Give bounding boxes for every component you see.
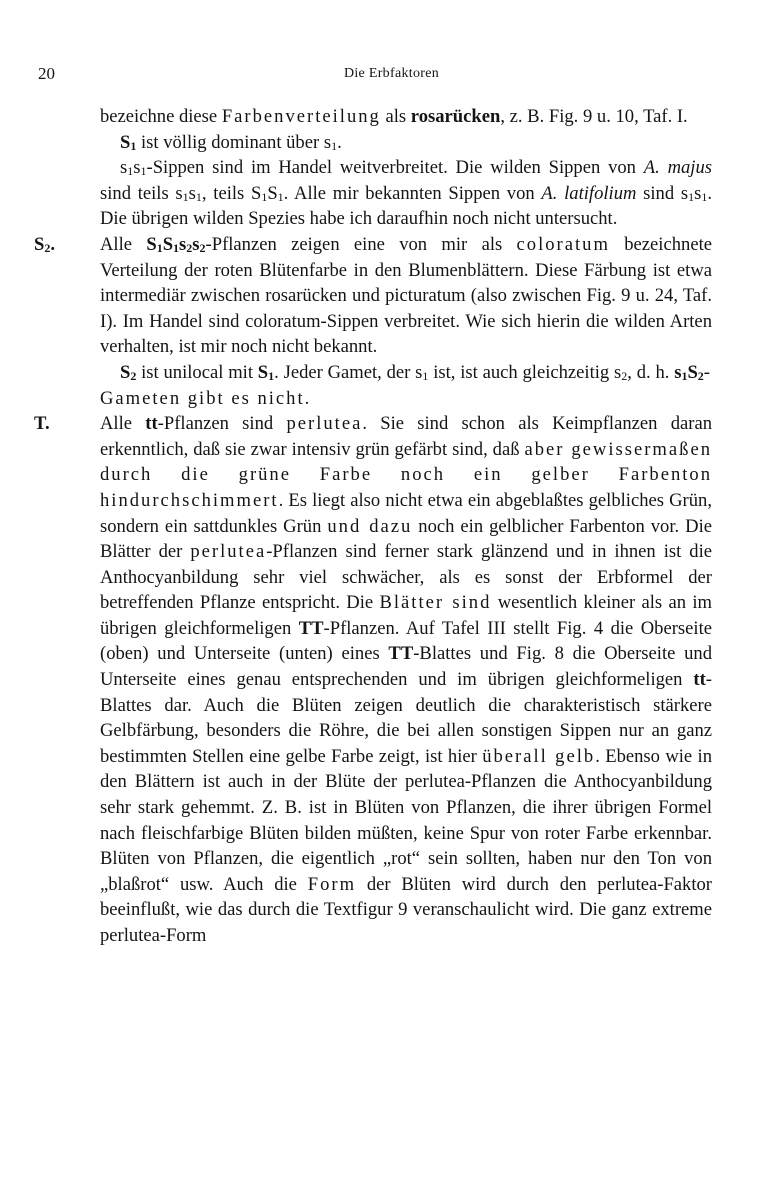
- paragraph-s2-unilocal: $S_2$ ist unilocal mit $S_1$. Jeder Gamet, der $s_1$ ist, ist auch gleichzeitig $s_2$, d. h. $s_1S_2$-Gameten gibt es nicht.: [100, 361, 712, 409]
- section-s2: [34, 232, 712, 360]
- section-t: [34, 411, 713, 948]
- paragraph-coloratum: Alle $S_1S_1s_2s_2$-Pflanzen zeigen eine von mir als coloratum bezeichnete Verteilung der roten Blütenfarbe in den Blumenblättern. Diese Färbung ist etwa intermediär zwischen rosarücken und picturatum (also zwischen Fig. 9 u. 24, Taf. I). Im Handel sind coloratum-Sippen verbreitet. Wie sich hierin die wilden Arten verhalten, ist mir noch nicht bekannt.: [100, 233, 712, 358]
- running-title: Die Erbfaktoren: [343, 66, 440, 81]
- paragraph-s1-dominance: $S_1$ ist völlig dominant über $s_1$.: [120, 131, 342, 153]
- paragraph-s1s1-sippen: $s_1s_1$-Sippen sind im Handel weitverbreitet. Die wilden Sippen von A. majus sind teils $s_1s_1$, teils $S_1S_1$. Alle mir bekannten Sippen von A. latifolium sind $s_1s_1$. Die übrigen wilden Spezies habe ich daraufhin noch nicht untersucht.: [100, 157, 713, 230]
- page-number: 20: [38, 64, 55, 83]
- paragraph-perlutea: Alle tt-Pflanzen sind perlutea. Sie sind schon als Keimpflanzen daran erkenntlich, daß sie zwar intensiv grün gefärbt sind, daß aber gewissermaßen durch die grüne Farbe noch ein gelber Farbenton hindurchschimmert. Es liegt also nicht etwa ein abgeblaßtes gelbliches Grün, sondern ein sattdunkles Grün und dazu noch ein gelblicher Farbenton vor. Die Blätter der perlutea-Pflanzen sind ferner stark glänzend und in ihnen ist die Anthocyanbildung sehr viel schwächer, als es sonst der Erbformel der betreffenden Pflanze entspricht. Die Blätter sind wesentlich kleiner als an im übrigen gleichformeligen TT-Pflanzen. Auf Tafel III stellt Fig. 4 die Oberseite (oben) und Unterseite (unten) eines TT-Blattes und Fig. 8 die Oberseite und Unterseite eines genau entsprechenden und im übrigen gleichformeligen tt-Blattes dar. Auch die Blüten zeigen deutlich die charakteristisch stärkere Gelbfärbung, besonders die Röhre, die bei allen sonstigen Sippen nur an ganz bestimmten Stellen eine gelbe Farbe zeigt, ist hier überall gelb. Ebenso wie in den Blättern ist auch in der Blüte der perlutea-Pflanzen die Anthocyanbildung sehr stark gehemmt. Z. B. ist in Blüten von Pflanzen, die ihrer übrigen Formel nach fleischfarbige Blüten bilden müßten, keine Spur von roter Farbe erkennbar. Blüten von Pflanzen, die eigentlich „rot“ sein sollten, haben nur den Ton von „blaßrot“ usw. Auch die Form der Blüten wird durch den perlutea-Faktor beeinflußt, wie das durch die Textfigur 9 veranschaulicht wird. Die ganz extreme perlutea-Form: [100, 413, 713, 946]
- section-marker-s2: $S_2$.: [34, 233, 55, 255]
- page-header: [0, 64, 783, 88]
- section-marker-t: T.: [34, 413, 50, 435]
- paragraph-rosarucken: bezeichne diese Farbenverteilung als rosarücken, z. B. Fig. 9 u. 10, Taf. I.: [100, 106, 688, 127]
- body-text: [34, 104, 713, 949]
